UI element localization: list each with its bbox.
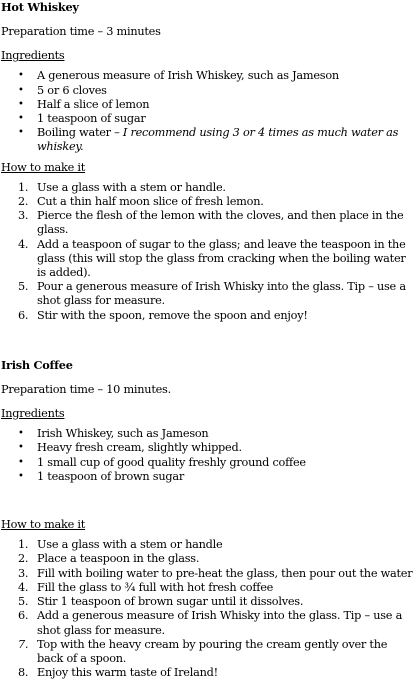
list-item [1,69,413,83]
list-item [1,567,413,581]
step-text: Stir 1 teaspoon of brown sugar until it dissolves. [37,595,304,609]
list-item [1,238,413,281]
step-text: Fill with boiling water to pre-heat the glass, then pour out the water [37,566,413,580]
step-number: 5. [18,280,29,294]
method-heading: How to make it [1,518,86,532]
step-text: Enjoy this warm taste of Ireland! [37,666,218,680]
ingredients-list [1,69,413,154]
preparation-time: Preparation time – 10 minutes. [1,382,171,396]
step-text: Place a teaspoon in the glass. [37,552,200,566]
step-text: Cut a thin half moon slice of fresh lemon. [37,195,264,209]
list-item [1,456,413,470]
steps-list [1,181,413,323]
step-number: 3. [18,566,29,580]
list-item [1,195,413,209]
ingredients-list [1,427,413,484]
step-number: 6. [18,308,29,322]
step-number: 7. [18,637,29,651]
list-item [1,427,413,441]
step-number: 4. [18,580,29,594]
ingredients-heading: Ingredients [1,49,65,63]
recipe-title: Irish Coffee [1,357,73,372]
step-number: 2. [18,552,29,566]
ingredient-text: 1 small cup of good quality freshly ground coffee [37,455,306,469]
list-item [1,84,413,98]
list-item [1,638,413,666]
step-text: Pierce the flesh of the lemon with the cloves, and then place in the glass. [37,209,404,237]
step-number: 1. [18,538,29,552]
step-text: Add a generous measure of Irish Whisky into the glass. Tip – use a shot glass for measure. [37,609,403,637]
step-number: 5. [18,595,29,609]
ingredient-text: A generous measure of Irish Whiskey, such as Jameson [37,69,339,83]
list-item [1,552,413,566]
steps-list [1,538,413,680]
ingredient-text: Irish Whiskey, such as Jameson [37,427,209,441]
document [1,0,413,680]
list-item [1,470,413,484]
step-number: 8. [18,666,29,680]
step-text: Use a glass with a stem or handle. [37,180,226,194]
step-text: Stir with the spoon, remove the spoon and enjoy! [37,308,308,322]
preparation-time: Preparation time – 3 minutes [1,25,161,38]
bullet-icon: • [18,456,24,468]
step-text: Top with the heavy cream by pouring the cream gently over the back of a spoon. [37,637,388,665]
list-item [1,595,413,609]
ingredient-text: 1 teaspoon of sugar [37,112,146,126]
ingredient-text: Boiling water – [37,126,123,140]
bullet-icon: • [18,70,24,82]
list-item [1,209,413,237]
recipe-irish-coffee [1,358,413,680]
list-item [1,666,413,680]
ingredient-note: I recommend using 3 or 4 times as much water as whiskey. [37,126,399,154]
ingredient-text: 5 or 6 cloves [37,83,107,97]
list-item [1,98,413,112]
bullet-icon: • [18,84,24,96]
list-item [1,538,413,552]
list-item [1,441,413,455]
ingredient-text: 1 teaspoon of brown sugar [37,469,184,483]
step-number: 6. [18,609,29,623]
ingredient-text: Half a slice of lemon [37,97,150,111]
bullet-icon: • [18,127,24,139]
step-number: 3. [18,209,29,223]
step-number: 2. [18,195,29,209]
recipe-hot-whiskey [1,0,413,323]
step-text: Fill the glass to ¾ full with hot fresh coffee [37,580,274,594]
bullet-icon: • [18,442,24,454]
bullet-icon: • [18,428,24,440]
ingredients-heading: Ingredients [1,407,65,421]
list-item [1,309,413,323]
ingredient-text: Heavy fresh cream, slightly whipped. [37,441,242,455]
list-item [1,280,413,308]
method-heading: How to make it [1,160,86,174]
list-item [1,581,413,595]
bullet-icon: • [18,98,24,110]
list-item [1,181,413,195]
step-text: Add a teaspoon of sugar to the glass; and leave the teaspoon in the glass (this will stop the glass from cracking when the boiling water is added). [37,237,406,280]
list-item [1,126,413,154]
bullet-icon: • [18,470,24,482]
step-number: 1. [18,180,29,194]
recipe-title: Hot Whiskey [1,0,79,14]
list-item [1,112,413,126]
step-text: Use a glass with a stem or handle [37,538,223,552]
list-item [1,609,413,637]
step-text: Pour a generous measure of Irish Whisky into the glass. Tip – use a shot glass for measure. [37,280,406,308]
step-number: 4. [18,237,29,251]
bullet-icon: • [18,113,24,125]
